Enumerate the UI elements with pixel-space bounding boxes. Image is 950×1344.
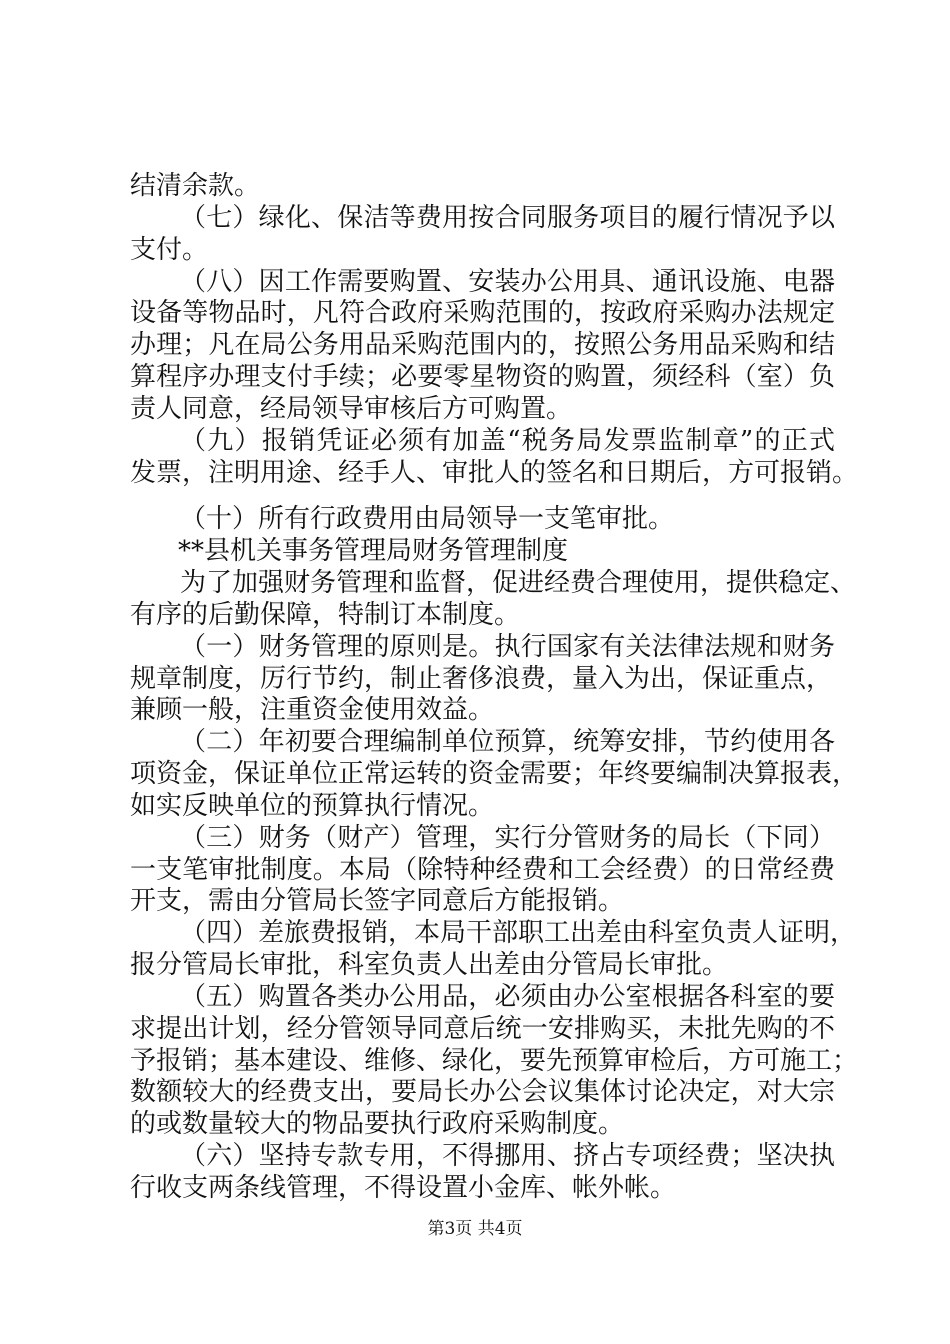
- text-line: 规章制度，厉行节约，制止奢侈浪费，量入为出，保证重点，: [130, 664, 833, 694]
- text-line: 结清余款。: [130, 171, 261, 201]
- text-line: 办理；凡在局公务用品采购范围内的，按照公务用品采购和结: [130, 330, 835, 360]
- text-line: 求提出计划，经分管领导同意后统一安排购买，未批先购的不: [130, 1014, 835, 1044]
- text-line: （四）差旅费报销，本局干部职工出差由科室负责人证明，: [180, 918, 857, 948]
- page-footer: 第3页 共4页: [427, 1219, 523, 1239]
- text-line: 一支笔审批制度。本局（除特种经费和工会经费）的日常经费: [130, 855, 835, 885]
- text-line: （八）因工作需要购置、安装办公用具、通讯设施、电器: [180, 267, 835, 297]
- text-line: 为了加强财务管理和监督，促进经费合理使用，提供稳定、: [180, 568, 857, 598]
- text-line: （五）购置各类办公用品，必须由办公室根据各科室的要: [180, 982, 835, 1012]
- text-line: 予报销；基本建设、维修、绿化，要先预算审检后，方可施工；: [130, 1046, 859, 1076]
- text-line: 有序的后勤保障，特制订本制度。: [130, 600, 521, 630]
- text-line: （九）报销凭证必须有加盖“税务局发票监制章”的正式: [180, 426, 835, 456]
- text-line: （六）坚持专款专用，不得挪用、挤占专项经费；坚决执: [180, 1141, 835, 1171]
- text-line: （十）所有行政费用由局领导一支笔审批。: [180, 504, 675, 534]
- text-line: 如实反映单位的预算执行情况。: [130, 791, 495, 821]
- text-line: 算程序办理支付手续；必要零星物资的购置，须经科（室）负: [130, 362, 835, 392]
- text-line: （三）财务（财产）管理，实行分管财务的局长（下同）: [180, 823, 835, 853]
- text-line: （二）年初要合理编制单位预算，统筹安排，节约使用各: [180, 727, 835, 757]
- text-line: 发票，注明用途、经手人、审批人的签名和日期后，方可报销。: [130, 458, 859, 488]
- text-line: 报分管局长审批，科室负责人出差由分管局长审批。: [130, 950, 729, 980]
- text-line: 支付。: [130, 235, 209, 265]
- text-line: 数额较大的经费支出，要局长办公会议集体讨论决定，对大宗: [130, 1077, 835, 1107]
- text-line: 的或数量较大的物品要执行政府采购制度。: [130, 1109, 625, 1139]
- text-line: 行收支两条线管理，不得设置小金库、帐外帐。: [130, 1173, 677, 1203]
- text-line: （七）绿化、保洁等费用按合同服务项目的履行情况予以: [180, 203, 835, 233]
- text-line: 开支，需由分管局长签字同意后方能报销。: [130, 886, 625, 916]
- text-line: 项资金，保证单位正常运转的资金需要；年终要编制决算报表，: [130, 759, 859, 789]
- section-title: **县机关事务管理局财务管理制度: [178, 536, 569, 566]
- text-line: 责人同意，经局领导审核后方可购置。: [130, 394, 573, 424]
- text-line: 设备等物品时，凡符合政府采购范围的，按政府采购办法规定: [130, 298, 835, 328]
- text-line: 兼顾一般，注重资金使用效益。: [130, 695, 495, 725]
- text-line: （一）财务管理的原则是。执行国家有关法律法规和财务: [180, 632, 835, 662]
